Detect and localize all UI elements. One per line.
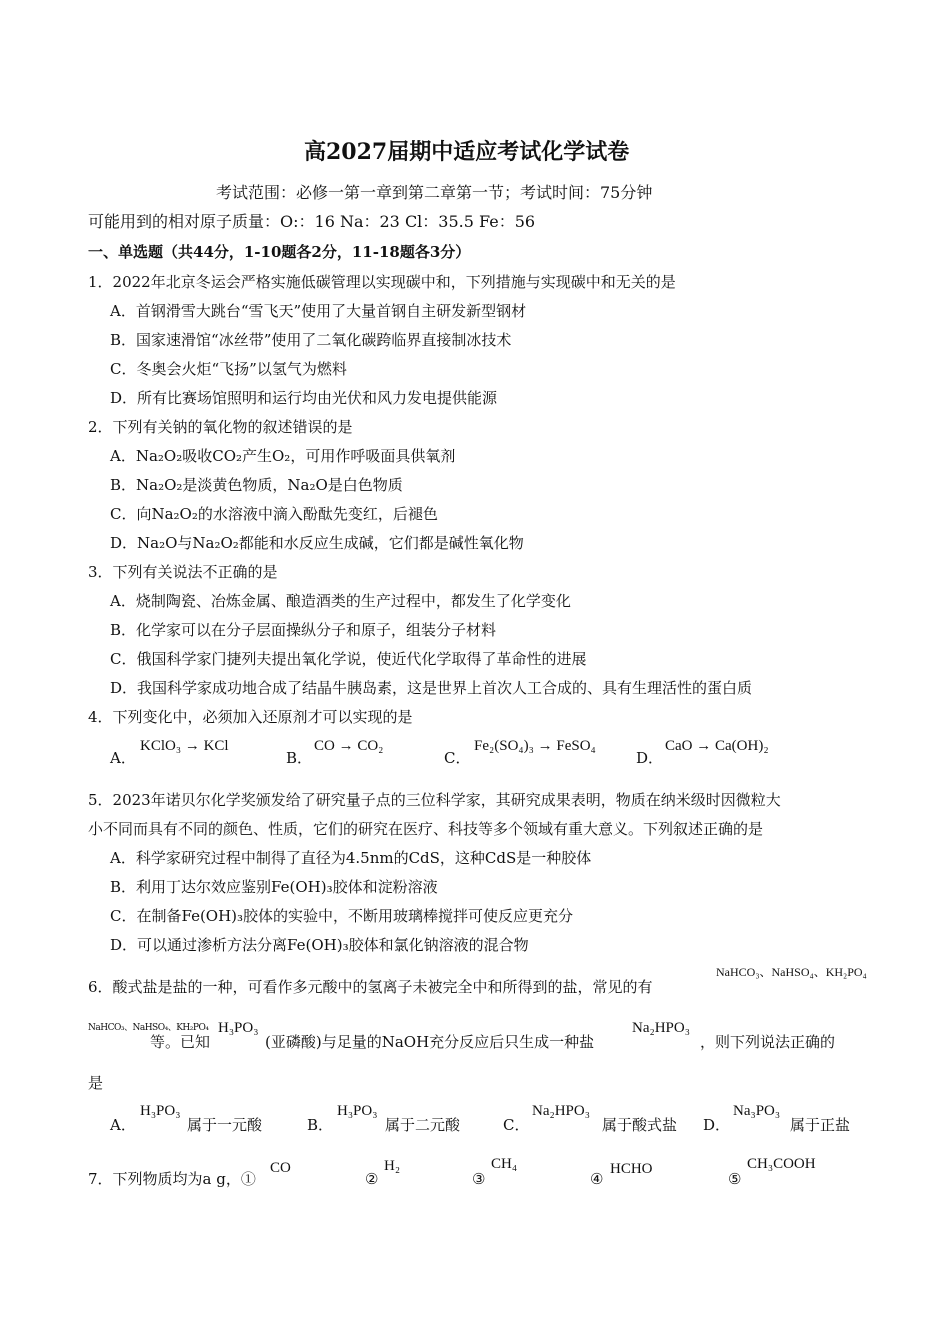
question-3-option-a: A．烧制陶瓷、冶炼金属、酿造酒类的生产过程中，都发生了化学变化 [110, 592, 571, 610]
question-6-stem-part4: ，则下列说法正确的 [700, 1033, 836, 1051]
question-4-option-d-label: D． [636, 749, 664, 767]
question-6-option-d-text: 属于正盐 [790, 1116, 851, 1134]
question-1-option-c: C．冬奥会火炬“飞扬”以氢气为燃料 [110, 360, 347, 378]
question-1-option-d: D．所有比赛场馆照明和运行均由光伏和风力发电提供能源 [110, 389, 498, 407]
question-6-option-d-label: D． [703, 1116, 731, 1134]
question-6-option-a-label: A． [110, 1116, 136, 1134]
question-2-option-d: D．Na₂O与Na₂O₂都能和水反应生成碱，它们都是碱性氧化物 [110, 534, 524, 552]
question-2-option-b: B．Na₂O₂是淡黄色物质，Na₂O是白色物质 [110, 476, 403, 494]
question-4-option-d-formula: CaO → Ca(OH)₂ [665, 738, 769, 754]
question-5-option-c: C．在制备Fe(OH)₃胶体的实验中，不断用玻璃棒搅拌可使反应更充分 [110, 907, 574, 925]
question-4-option-c-formula: Fe₂(SO₄)₃ → FeSO₄ [474, 738, 596, 754]
question-7-number-2: ② [365, 1170, 379, 1188]
question-2-option-a: A．Na₂O₂吸收CO₂产生O₂，可用作呼吸面具供氧剂 [110, 447, 456, 465]
question-6-option-b-label: B． [307, 1116, 334, 1134]
question-1-option-a: A．首钢滑雪大跳台“雪飞天”使用了大量首钢自主研发新型钢材 [110, 302, 527, 320]
question-5-option-b: B．利用丁达尔效应鉴别Fe(OH)₃胶体和淀粉溶液 [110, 878, 438, 896]
question-5-option-a: A．科学家研究过程中制得了直径为4.5nm的CdS，这种CdS是一种胶体 [110, 849, 592, 867]
question-7-stem: 7．下列物质均为a g，① [88, 1170, 256, 1188]
question-6-option-c-formula: Na₂HPO₃ [532, 1103, 590, 1119]
question-6-stem-part2: 等。已知 [150, 1033, 211, 1051]
page-title: 高2027届期中适应考试化学试卷 [304, 139, 630, 165]
question-3-option-c: C．俄国科学家门捷列夫提出氧化学说，使近代化学取得了革命性的进展 [110, 650, 587, 668]
question-7-formula-3: CH₄ [491, 1156, 518, 1172]
question-4-option-a-label: A． [110, 749, 136, 767]
question-5-option-d: D．可以通过渗析方法分离Fe(OH)₃胶体和氯化钠溶液的混合物 [110, 936, 529, 954]
question-4-option-b-label: B． [286, 749, 313, 767]
question-6-stem-part3: (亚磷酸)与足量的NaOH充分反应后只生成一种盐 [265, 1033, 595, 1051]
question-7-number-3: ③ [472, 1170, 486, 1188]
question-6-option-c-text: 属于酸式盐 [602, 1116, 678, 1134]
question-6-salts-small: NaHCO₃、NaHSO₄、KH₂PO₄ [88, 1023, 209, 1033]
question-1-option-b: B．国家速滑馆“冰丝带”使用了二氧化碳跨临界直接制冰技术 [110, 331, 512, 349]
question-6-option-a-text: 属于一元酸 [187, 1116, 263, 1134]
question-4-stem: 4．下列变化中，必须加入还原剂才可以实现的是 [88, 708, 413, 726]
question-6-na2hpo3: Na₂HPO₃ [632, 1020, 690, 1036]
question-6-option-c-label: C． [503, 1116, 530, 1134]
question-6-stem-part1: 6．酸式盐是盐的一种，可看作多元酸中的氢离子未被完全中和所得到的盐，常见的有 [88, 978, 653, 996]
question-6-option-b-formula: H₃PO₃ [337, 1103, 378, 1119]
question-4-option-b-formula: CO → CO₂ [314, 738, 384, 754]
question-6-option-d-formula: Na₃PO₃ [733, 1103, 781, 1119]
question-3-stem: 3．下列有关说法不正确的是 [88, 563, 278, 581]
question-2-stem: 2．下列有关钠的氧化物的叙述错误的是 [88, 418, 353, 436]
question-6-h3po3: H₃PO₃ [218, 1020, 259, 1036]
question-6-stem-line3: 是 [88, 1074, 104, 1092]
exam-info: 考试范围：必修一第一章到第二章第一节；考试时间：75分钟 [216, 183, 653, 202]
question-7-formula-5: CH₃COOH [747, 1156, 816, 1172]
question-6-salts-formula: NaHCO₃、NaHSO₄、KH₂PO₄ [716, 965, 867, 979]
question-7-number-5: ⑤ [728, 1170, 742, 1188]
question-5-stem-line2: 小不同而具有不同的颜色、性质，它们的研究在医疗、科技等多个领域有重大意义。下列叙述正确的是 [88, 820, 764, 838]
question-4-option-a-formula: KClO₃ → KCl [140, 738, 229, 754]
question-3-option-b: B．化学家可以在分子层面操纵分子和原子，组装分子材料 [110, 621, 497, 639]
question-2-option-c: C．向Na₂O₂的水溶液中滴入酚酞先变红，后褪色 [110, 505, 438, 523]
question-3-option-d: D．我国科学家成功地合成了结晶牛胰岛素，这是世界上首次人工合成的、具有生理活性的蛋白质 [110, 679, 753, 697]
question-5-stem-line1: 5．2023年诺贝尔化学奖颁发给了研究量子点的三位科学家，其研究成果表明，物质在纳米级时因微粒大 [88, 791, 781, 809]
question-7-formula-2: H₂ [384, 1158, 401, 1174]
question-4-option-c-label: C． [444, 749, 471, 767]
question-7-formula-4: HCHO [610, 1161, 653, 1177]
question-1-stem: 1．2022年北京冬运会严格实施低碳管理以实现碳中和，下列措施与实现碳中和无关的是 [88, 273, 676, 291]
question-6-option-a-formula: H₃PO₃ [140, 1103, 181, 1119]
section-heading: 一、单选题（共44分，1-10题各2分，11-18题各3分） [88, 243, 471, 261]
question-7-number-4: ④ [590, 1170, 604, 1188]
question-6-option-b-text: 属于二元酸 [385, 1116, 461, 1134]
question-7-formula-1: CO [270, 1160, 291, 1176]
atomic-masses: 可能用到的相对原子质量：O:：16 Na：23 Cl：35.5 Fe：56 [88, 212, 536, 231]
